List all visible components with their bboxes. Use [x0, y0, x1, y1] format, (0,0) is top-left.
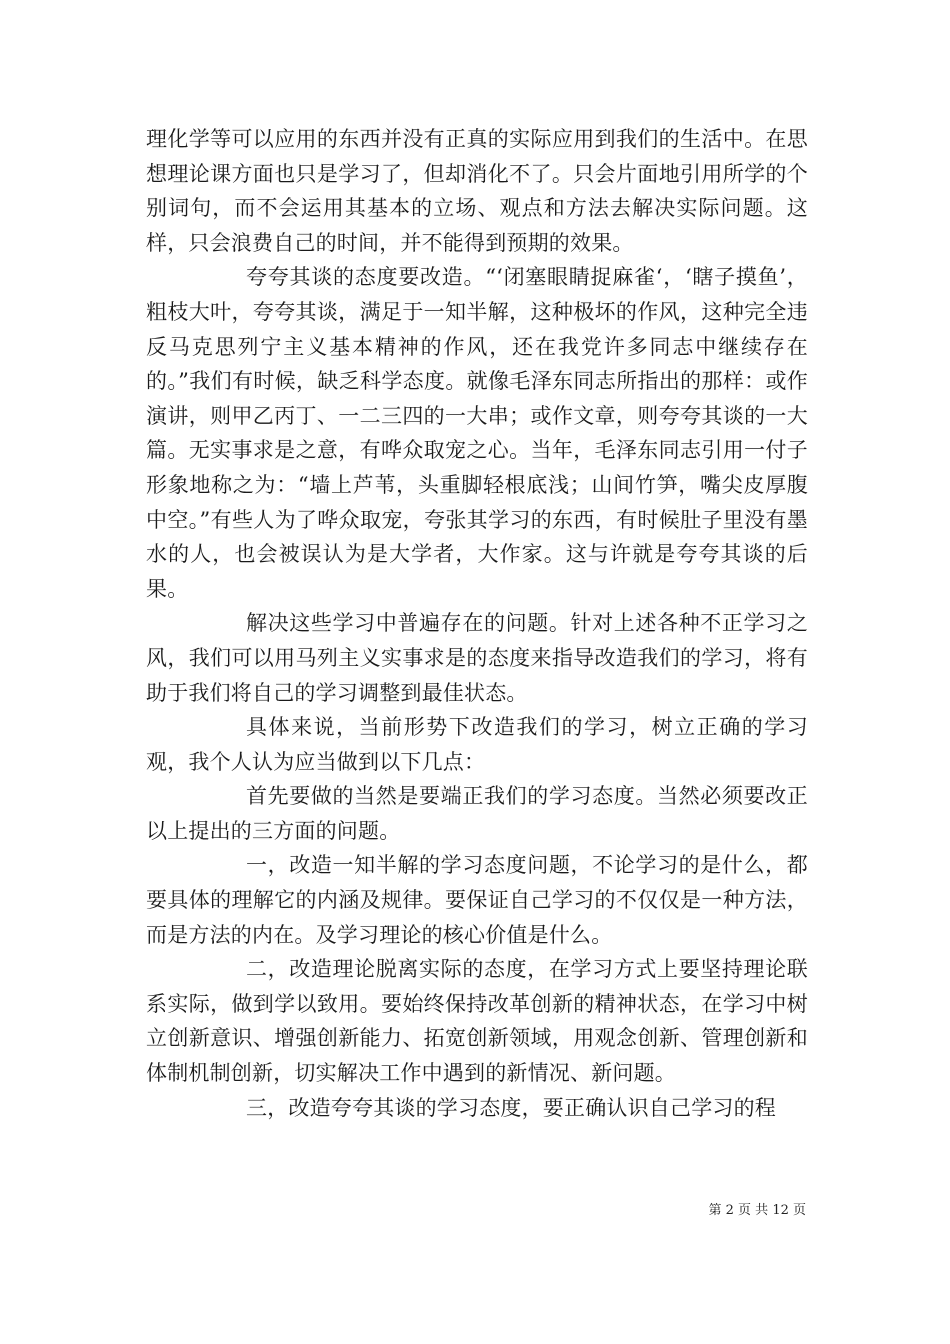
- paragraph-3: 解决这些学习中普遍存在的问题。针对上述各种不正学习之风，我们可以用马列主义实事求是的态度来指导改造我们的学习，将有助于我们将自己的学习调整到最佳状态。: [146, 611, 808, 705]
- paragraph-6: 一，改造一知半解的学习态度问题，不论学习的是什么，都要具体的理解它的内涵及规律。要保证自己学习的不仅仅是一种方法，而是方法的内在。及学习理论的核心价值是什么。: [146, 853, 808, 947]
- paragraph-1: 理化学等可以应用的东西并没有正真的实际应用到我们的生活中。在思想理论课方面也只是学习了，但却消化不了。只会片面地引用所学的个别词句，而不会运用其基本的立场、观点和方法去解决实际问题。这样，只会浪费自己的时间，并不能得到预期的效果。: [146, 127, 808, 255]
- paragraph-4: 具体来说，当前形势下改造我们的学习，树立正确的学习观，我个人认为应当做到以下几点：: [146, 715, 808, 774]
- body-text: [146, 122, 808, 1125]
- paragraph-2: 夸夸其谈的态度要改造。“‘闭塞眼睛捉麻雀‘，‘瞎子摸鱼’，粗枝大叶，夸夸其谈，满足于一知半解，这种极坏的作风，这种完全违反马克思列宁主义基本精神的作风，还在我党许多同志中继续存在的。”我们有时候，缺乏科学态度。就像毛泽东同志所指出的那样：或作演讲，则甲乙丙丁、一二三四的一大串；或作文章，则夸夸其谈的一大篇。无实事求是之意，有哗众取宠之心。当年，毛泽东同志引用一付子形象地称之为：“墙上芦苇，头重脚轻根底浅；山间竹笋，嘴尖皮厚腹中空。”有些人为了哗众取宠，夸张其学习的东西，有时候肚子里没有墨水的人，也会被误认为是大学者，大作家。这与许就是夸夸其谈的后果。: [146, 265, 808, 601]
- paragraph-8: 三，改造夸夸其谈的学习态度，要正确认识自己学习的程: [246, 1095, 776, 1120]
- paragraph-5: 首先要做的当然是要端正我们的学习态度。当然必须要改正以上提出的三方面的问题。: [146, 784, 808, 843]
- paragraph-7: 二，改造理论脱离实际的态度，在学习方式上要坚持理论联系实际，做到学以致用。要始终保持改革创新的精神状态，在学习中树立创新意识、增强创新能力、拓宽创新领域，用观念创新、管理创新和体制机制创新，切实解决工作中遇到的新情况、新问题。: [146, 957, 808, 1086]
- page-number: 第 2 页 共 12 页: [708, 1203, 806, 1218]
